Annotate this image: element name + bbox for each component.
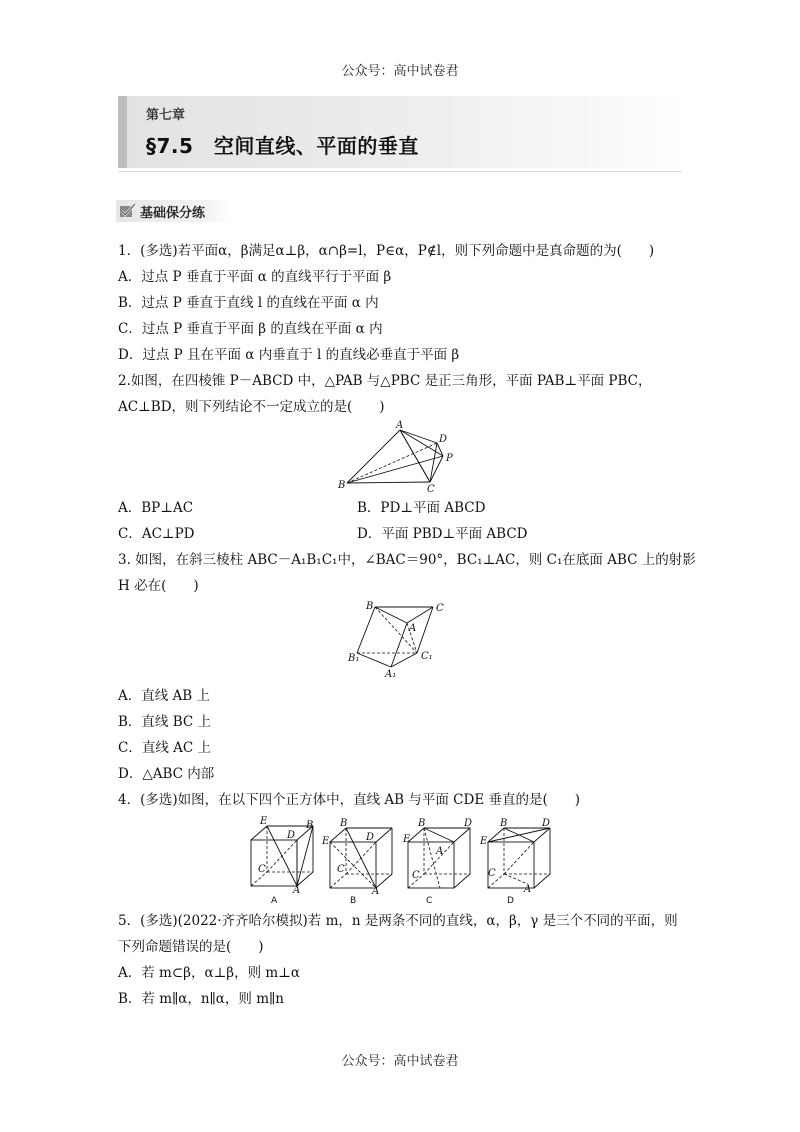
q2-option-c: C．AC⊥PD — [118, 526, 195, 542]
q4b-label-b: B — [340, 818, 348, 829]
checkbox-icon — [119, 203, 137, 219]
q5-stem-line1: 5．(多选)(2022·齐齐哈尔模拟)若 m，n 是两条不同的直线，α，β，γ 是三个不同的平面，则 — [118, 913, 678, 929]
q4a-label-c: C — [258, 864, 266, 875]
q4b-label-e: E — [322, 836, 330, 847]
q4c-label-d: D — [464, 818, 473, 829]
q4-cube-c — [400, 814, 482, 906]
q2-option-a: A．BP⊥AC — [118, 500, 194, 516]
q4a-label-e: E — [260, 816, 268, 827]
section-title: §7.5 空间直线、平面的垂直 — [146, 134, 419, 158]
q3-option-a: A．直线 AB 上 — [118, 688, 211, 704]
q3-option-c: C．直线 AC 上 — [118, 740, 211, 756]
q3-label-a1: A₁ — [385, 669, 397, 680]
q2-label-d: D — [439, 434, 448, 445]
q3-stem-line2: H 必在( ) — [118, 578, 199, 594]
q5-stem-line2: 下列命题错误的是( ) — [118, 939, 264, 955]
title-accent-bar — [118, 96, 127, 168]
q4d-label-a: A — [524, 884, 532, 895]
q4-cube-d — [480, 814, 562, 906]
practice-badge-label: 基础保分练 — [140, 206, 206, 221]
q2-stem-line2: AC⊥BD，则下列结论不一定成立的是( ) — [118, 399, 385, 415]
q3-label-c1: C₁ — [421, 651, 433, 662]
q2-option-b: B．PD⊥平面 ABCD — [357, 500, 486, 516]
q4-caption-d: D — [507, 896, 514, 906]
q4b-label-c: C — [337, 864, 345, 875]
q5-option-b: B．若 m∥α，n∥α，则 m∥n — [118, 991, 284, 1007]
chapter-label: 第七章 — [146, 108, 186, 123]
title-divider — [118, 171, 682, 172]
q1-stem: 1．(多选)若平面α，β满足α⊥β，α∩β=l，P∈α，P∉l，则下列命题中是真命题的为( ) — [118, 243, 655, 259]
q4-stem: 4．(多选)如图，在以下四个正方体中，直线 AB 与平面 CDE 垂直的是( ) — [118, 792, 580, 808]
q4-caption-b: B — [350, 896, 357, 906]
q4d-label-b: B — [500, 818, 508, 829]
q4-caption-a: A — [271, 896, 278, 906]
page-footer: 公众号：高中试卷君 — [341, 1054, 459, 1069]
q3-prism-figure — [345, 597, 455, 681]
q3-label-b1: B₁ — [348, 653, 360, 664]
q4c-label-e: E — [403, 834, 411, 845]
q4b-label-d: D — [366, 832, 375, 843]
q4d-label-c: C — [488, 868, 496, 879]
q5-option-a: A．若 m⊂β，α⊥β，则 m⊥α — [118, 965, 300, 981]
q4c-label-b: B — [418, 818, 426, 829]
q2-label-c: C — [427, 484, 435, 494]
q4-caption-c: C — [426, 896, 433, 906]
q3-label-c: C — [436, 603, 444, 614]
q1-option-a: A．过点 P 垂直于平面 α 的直线平行于平面 β — [118, 269, 392, 285]
q4d-label-e: E — [480, 836, 488, 847]
q4a-label-d: D — [287, 830, 296, 841]
q4c-label-a: A — [436, 846, 444, 857]
q2-label-p: P — [446, 453, 453, 464]
q4-cube-a — [243, 814, 323, 906]
q4b-label-a: A — [372, 886, 380, 897]
q2-label-a: A — [396, 420, 404, 431]
q3-option-b: B．直线 BC 上 — [118, 714, 212, 730]
q3-stem-line1: 3. 如图，在斜三棱柱 ABC－A₁B₁C₁中，∠BAC＝90°，BC₁⊥AC，则 C₁在底面 ABC 上的射影 — [118, 552, 696, 568]
q2-label-b: B — [338, 480, 346, 491]
q4a-label-a: A — [293, 885, 301, 896]
q3-option-d: D．△ABC 内部 — [118, 766, 215, 782]
q4c-label-c: C — [412, 870, 420, 881]
q3-label-b: B — [366, 601, 374, 612]
q1-option-d: D．过点 P 且在平面 α 内垂直于 l 的直线必垂直于平面 β — [118, 347, 460, 363]
q1-option-b: B．过点 P 垂直于直线 l 的直线在平面 α 内 — [118, 295, 379, 311]
q1-option-c: C．过点 P 垂直于平面 β 的直线在平面 α 内 — [118, 321, 383, 337]
q4-cube-b — [320, 814, 402, 906]
q4d-label-d: D — [542, 818, 551, 829]
q3-label-a: A — [409, 623, 417, 634]
q2-pyramid-figure — [335, 418, 465, 494]
q4a-label-b: B — [306, 820, 314, 831]
q2-option-d: D．平面 PBD⊥平面 ABCD — [357, 526, 528, 542]
page-header: 公众号：高中试卷君 — [341, 64, 459, 79]
q2-stem-line1: 2.如图，在四棱锥 P－ABCD 中，△PAB 与△PBC 是正三角形，平面 PAB⊥平面 PBC， — [118, 373, 652, 389]
